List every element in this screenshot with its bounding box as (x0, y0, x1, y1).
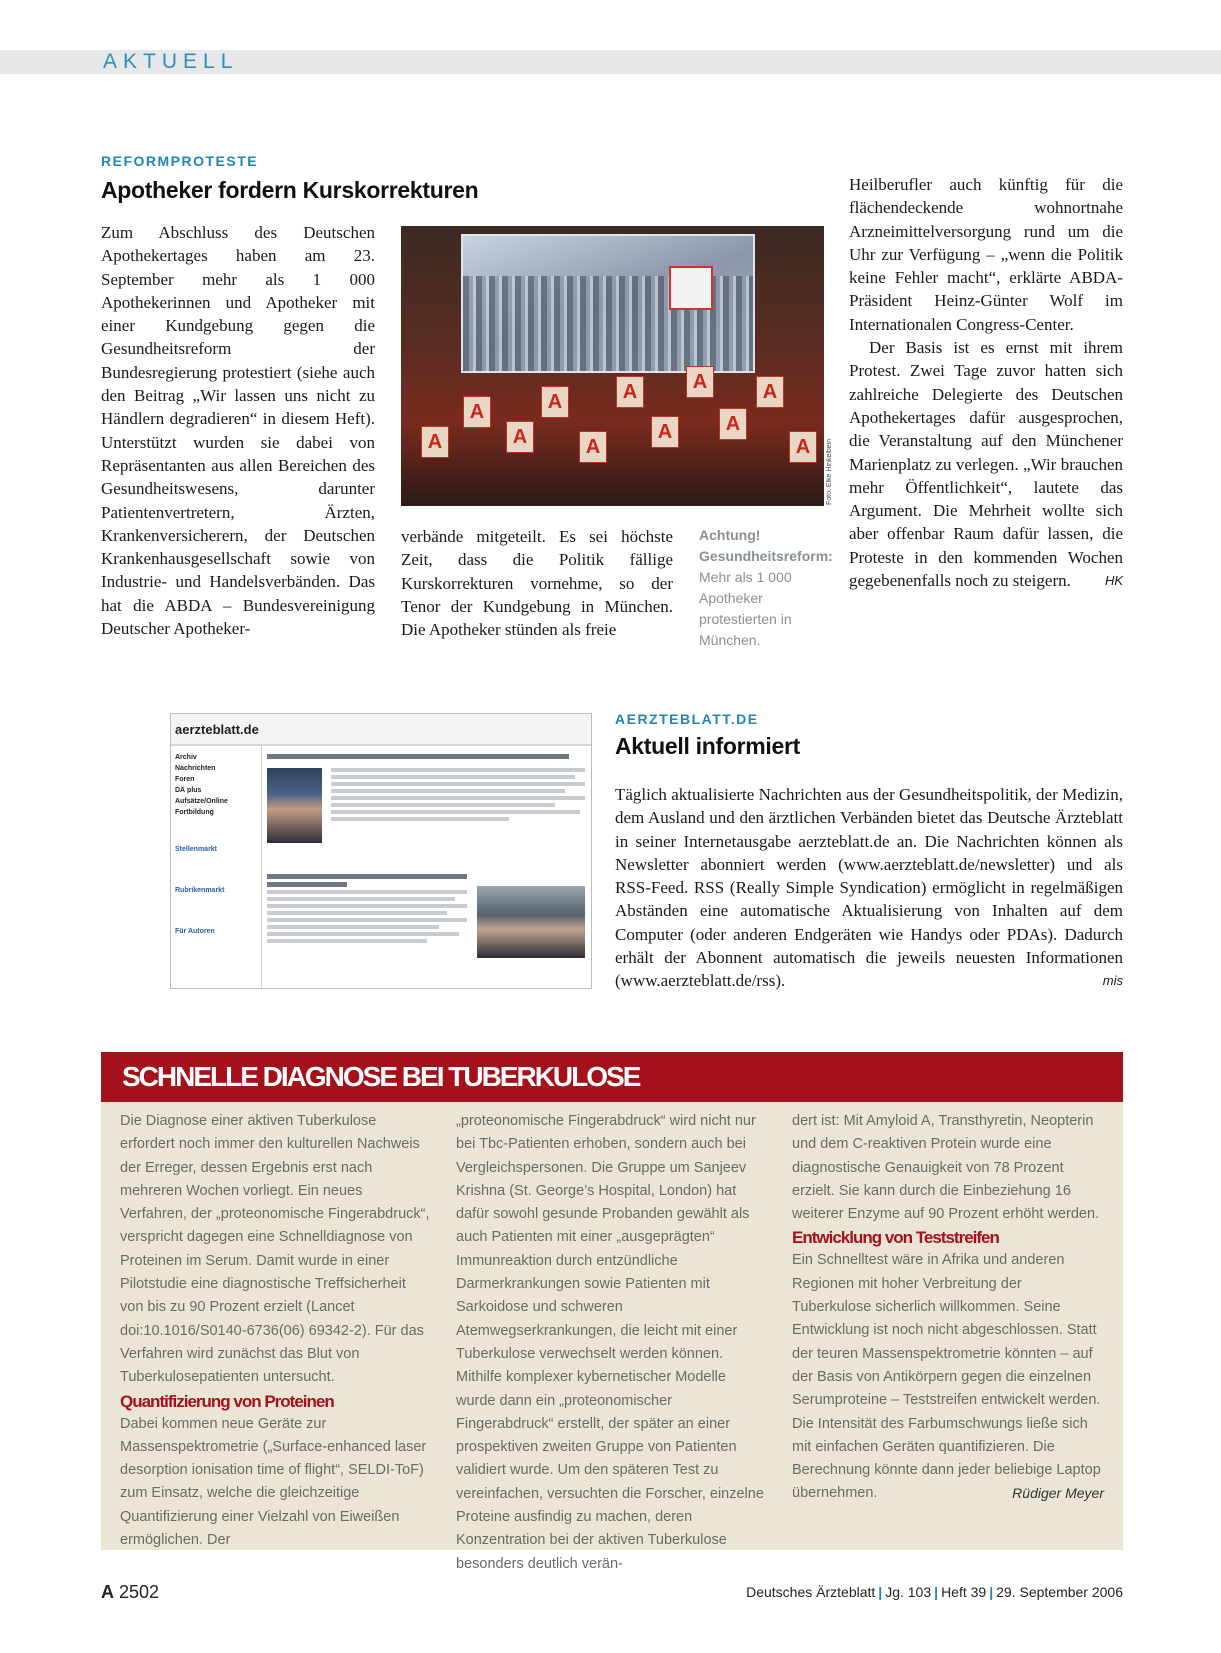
footer-separator: | (878, 1584, 883, 1600)
box-column-3 (792, 1110, 1104, 1506)
screenshot-line (267, 897, 455, 901)
screenshot-line (267, 890, 467, 894)
box-subheading: Entwicklung von Teststreifen (792, 1228, 999, 1248)
footer-separator: | (934, 1584, 939, 1600)
protest-sign: A (463, 396, 491, 428)
box-subheading: Quantifizierung von Proteinen (120, 1391, 334, 1411)
journal-issue: Heft 39 (941, 1584, 987, 1600)
article-column-3 (849, 173, 1123, 592)
page-prefix: A (101, 1582, 114, 1602)
screenshot-line (267, 911, 447, 915)
screenshot-brand: aerzteblatt.de (175, 722, 259, 737)
screenshot-line (267, 904, 467, 908)
screenshot-line (267, 925, 439, 929)
article-kicker: AERZTEBLATT.DE (615, 711, 759, 727)
article-paragraph (849, 336, 1123, 592)
article-text: Der Basis ist es ernst mit ihrem Protest. Zwei Tage zuvor hatten sich zahlreiche Delegierte des Deutschen Apothekertages dafür ausgesprochen, die Veranstaltung auf den Münchener Marienplatz zu verlegen. „Wir brauchen mehr Öffentlichkeit“, lautete das Argument. Die Mehrheit wollte sich aber offenbar Raum dafür lassen, die Proteste in den kommenden Wochen gegebenenfalls noch zu steigern. (849, 338, 1123, 591)
screenshot-line (331, 775, 575, 779)
article-paragraph: Zum Abschluss des Deutschen Apothekertages haben am 23. September mehr als 1 000 Apothekerinnen und Apotheker mit einer Kundgebung gegen die Gesundheitsreform der Bundesregierung protestiert (siehe auch den Beitrag „Wir lassen uns nicht zu Händlern degradieren“ in diesem Heft). Unterstützt wurden sie dabei von Repräsentanten aus allen Bereichen des Gesundheitswesens, darunter Patientenvertretern, Ärzten, Krankenversicherern, der Deutschen Krankenhausgesellschaft sowie von Industrie- und Handelsverbänden. Das hat die ABDA – Bundesvereinigung Deutscher Apotheker- (101, 223, 375, 639)
screenshot-line (267, 918, 467, 922)
screenshot-line (331, 803, 555, 807)
screenshot-main (267, 754, 585, 988)
box-column-2 (456, 1110, 768, 1576)
protest-sign: A (686, 366, 714, 398)
article-author: mis (1102, 973, 1123, 989)
box-text: Ein Schnelltest wäre in Afrika und anderen Regionen mit hoher Verbreitung der Tuberkulose sicherlich willkommen. Seine Entwicklung ist noch nicht abgeschlossen. Statt der teuren Massenspektrometrie könnten – auf der Basis von Antikörpern gegen die einzelnen Serumproteine – Teststreifen entwickelt werden. Die Intensität des Farbumschwungs ließe sich mit einfachen Geräten quantifizieren. Die Berechnung könnte dann jeder beliebige Laptop übernehmen. (792, 1252, 1101, 1502)
protest-sign: A (719, 408, 747, 440)
journal-name: Deutsches Ärzteblatt (746, 1584, 876, 1600)
footer-separator: | (989, 1584, 994, 1600)
screenshot-line (331, 796, 585, 800)
article-column-1 (101, 221, 375, 640)
protest-sign: A (789, 431, 817, 463)
screen-logo (669, 266, 713, 310)
article-paragraph: verbände mitgeteilt. Es sei höchste Zeit, dass die Politik fällige Kurskorrekturen vornehme, so der Tenor der Kundgebung in München. Die Apotheker stünden als freie (401, 527, 673, 640)
screenshot-header (171, 714, 591, 746)
box-author: Rüdiger Meyer (1012, 1485, 1104, 1502)
article-kicker: REFORMPROTESTE (101, 153, 259, 169)
article-paragraph (615, 783, 1123, 993)
journal-date: 29. September 2006 (996, 1584, 1123, 1600)
protest-sign: A (421, 426, 449, 458)
caption-text: Mehr als 1 000 Apotheker protestierten in München. (699, 569, 792, 648)
article-author: HK (1104, 573, 1123, 589)
page-number-value: 2502 (119, 1582, 160, 1602)
screenshot-headline-line (267, 754, 569, 759)
screenshot-nav-item: Archiv (175, 754, 197, 761)
screenshot-text-block (267, 874, 467, 946)
screenshot-nav-item: Nachrichten (175, 765, 216, 772)
protest-sign: A (506, 421, 534, 453)
box-paragraph: Dabei kommen neue Geräte zur Massenspektrometrie („Surface-enhanced laser desorption ionisation time of flight“, SELDI-ToF) zum Einsatz, welche die gleichzeitige Quantifizierung einer Vielzahl von Eiweißen ermöglichen. Der (120, 1415, 427, 1549)
screenshot-headline-line (267, 874, 467, 879)
screenshot-line (267, 932, 459, 936)
screenshot-nav-item: Fortbildung (175, 809, 214, 816)
box-paragraph: dert ist: Mit Amyloid A, Transthyretin, Neopterin und dem C-reaktiven Protein wurde eine diagnostische Genauigkeit von 78 Prozent erzielt. Sie kann durch die Einbeziehung 16 weiterer Enzyme auf 90 Prozent erhöht werden. (792, 1113, 1100, 1223)
screenshot-text-block (331, 768, 585, 824)
screenshot-nav-item: Stellenmarkt (175, 846, 218, 853)
screenshot-line (331, 782, 585, 786)
screenshot-nav-item: Rubrikenmarkt (175, 887, 225, 894)
screenshot-line (331, 810, 580, 814)
screenshot-headline-line (267, 882, 347, 887)
protest-photo (401, 226, 824, 506)
screenshot-line (267, 939, 427, 943)
box-column-1 (120, 1110, 432, 1552)
projection-screen (461, 234, 755, 373)
screenshot-photo (477, 886, 585, 958)
screenshot-nav-item: Für Autoren (175, 928, 215, 935)
article-body (615, 783, 1123, 993)
photo-caption (699, 525, 833, 651)
photo-credit: Foto: Elke Hinkelbein (826, 438, 833, 505)
box-paragraph: „proteonomische Fingerabdruck“ wird nicht nur bei Tbc-Patienten erhoben, sondern auch bei Vergleichspersonen. Die Gruppe um Sanjeev Krishna (St. George’s Hospital, London) hat dafür sowohl gesunde Probanden gewählt als auch Patienten mit einer „ausgeprägten“ Immunreaktion durch entzündliche Darmerkrankungen sowie Patienten mit Sarkoidose und schweren Atemwegserkrankungen, die leicht mit einer Tuberkulose verwechselt werden können. Mithilfe komplexer kybernetischer Modelle wurde dann ein „proteonomischer Fingerabdruck“ erstellt, der später an einer prospektiven zweiten Gruppe von Patienten validiert wurde. Um den späteren Test zu vereinfachen, versuchten die Forscher, einzelne Proteine ausfindig zu machen, deren Konzentration bei der aktiven Tuberkulose besonders deutlich verän- (456, 1113, 764, 1572)
screenshot-nav-item: DÄ plus (175, 787, 202, 794)
protest-sign: A (579, 431, 607, 463)
info-box-title: SCHNELLE DIAGNOSE BEI TUBERKULOSE (122, 1061, 640, 1092)
screenshot-line (331, 768, 585, 772)
protest-sign: A (756, 376, 784, 408)
box-paragraph: Die Diagnose einer aktiven Tuberkulose erfordert noch immer den kulturellen Nachweis der Erreger, dessen Ergebnis erst nach mehreren Wochen vorliegt. Ein neues Verfahren, der „proteonomische Fingerabdruck“, verspricht dagegen eine Schnelldiagnose von Proteinen im Serum. Damit wurde in einer Pilotstudie eine diagnostische Treffsicherheit von bis zu 90 Prozent erzielt (Lancet doi:10.1016/S0140-6736(06) 69342-2). Für das Verfahren wird zunächst das Blut von Tuberkulosepatienten untersucht. (120, 1113, 430, 1386)
screenshot-portrait (267, 768, 322, 843)
protest-sign: A (651, 416, 679, 448)
article-text: Täglich aktualisierte Nachrichten aus der Gesundheitspolitik, der Medizin, dem Ausland und den ärztlichen Verbänden bietet das Deutsche Ärzteblatt in seiner Internetausgabe aerzteblatt.de an. Die Nachrichten können als Newsletter abonniert werden (www.aerzteblatt.de/newsletter) und als RSS-Feed. RSS (Really Simple Syndication) ermöglicht in regelmäßigen Abständen eine automatische Aktualisierung von Inhalten auf dem Computer (oder anderen Endgeräten wie Handys oder PDAs). Dadurch erhält der Abonnent automatisch die jeweils neuesten Informationen (www.aerzteblatt.de/rss). (615, 785, 1123, 991)
screenshot-line (331, 789, 565, 793)
article-column-2 (401, 525, 673, 641)
page-number (101, 1582, 159, 1603)
website-screenshot (170, 713, 592, 989)
journal-info (746, 1584, 1123, 1600)
box-paragraph (792, 1249, 1104, 1505)
screenshot-nav-item: Aufsätze/Online (175, 798, 228, 805)
article-paragraph: Heilberufler auch künftig für die flächendeckende wohnortnahe Arzneimittelversorgung rund um die Uhr zur Verfügung – „wenn die Politik keine Fehler macht“, erklärte ABDA-Präsident Heinz-Günter Wolf im Internationalen Congress-Center. (849, 175, 1123, 334)
screenshot-nav (171, 746, 262, 988)
screenshot-line (331, 817, 509, 821)
journal-volume: Jg. 103 (885, 1584, 932, 1600)
screenshot-nav-item: Foren (175, 776, 195, 783)
article-headline: Aktuell informiert (615, 733, 801, 759)
section-label: AKTUELL (103, 50, 239, 73)
protest-sign: A (541, 386, 569, 418)
protest-sign: A (616, 376, 644, 408)
caption-title: Achtung! Gesundheitsreform: (699, 527, 833, 564)
article-headline: Apotheker fordern Kurskorrekturen (101, 177, 479, 203)
